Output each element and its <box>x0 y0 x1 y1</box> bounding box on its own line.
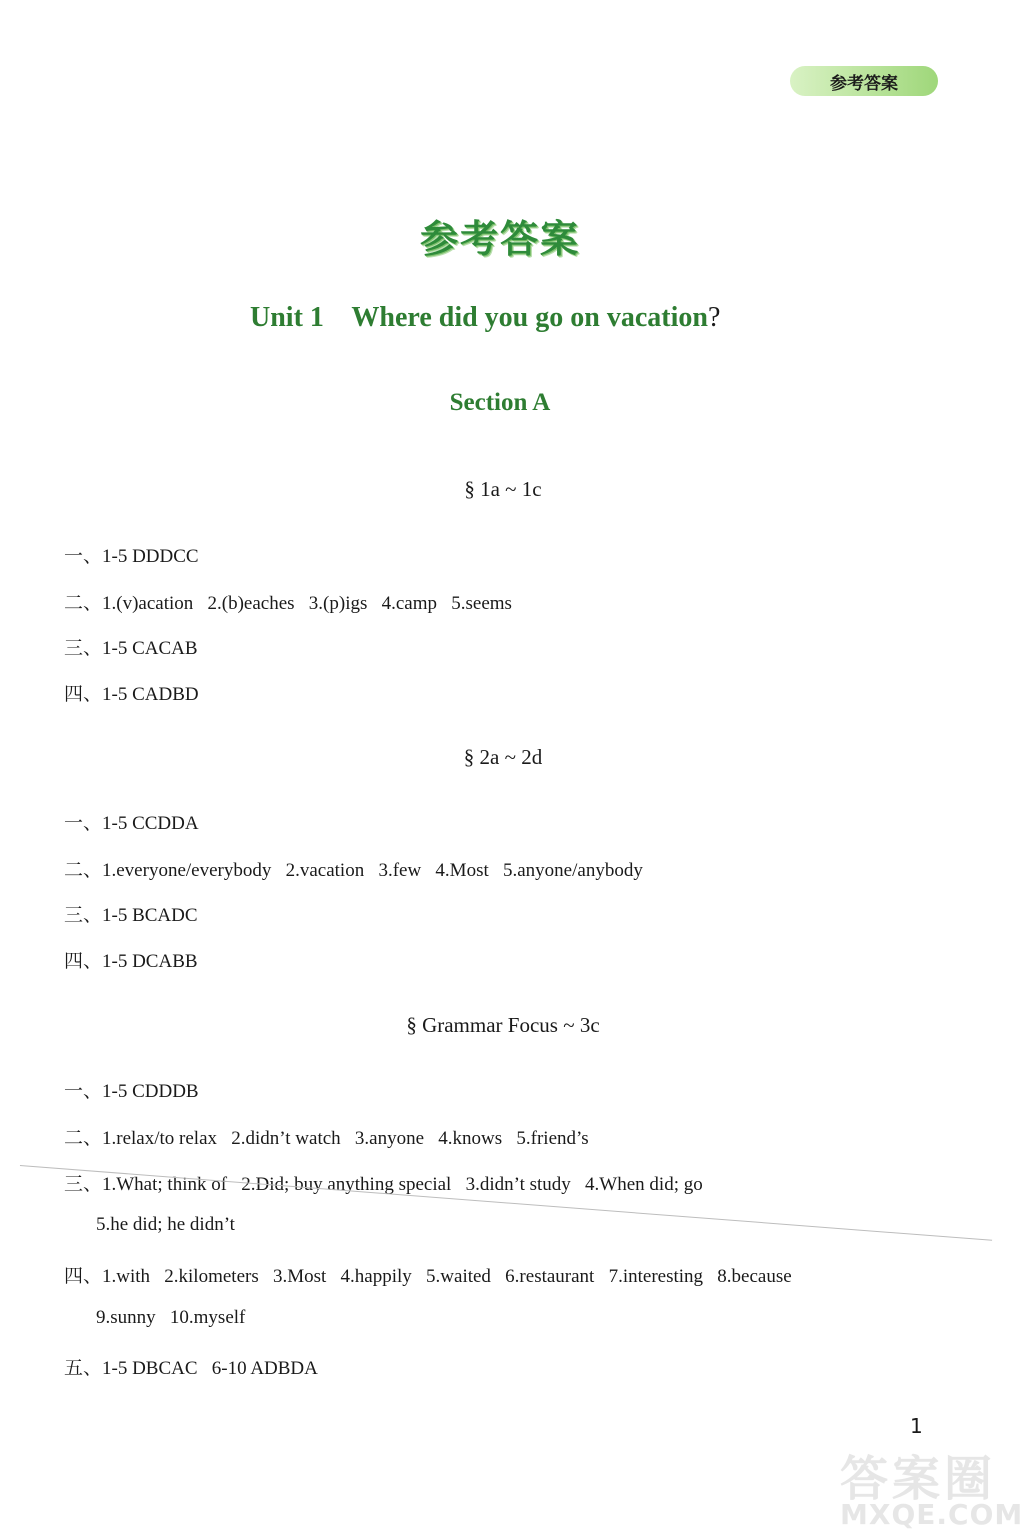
answer-line-continuation: 5.he did; he didn’t <box>96 1214 235 1235</box>
answer-line: 三、1-5 CACAB <box>64 638 198 659</box>
unit-title <box>250 302 720 334</box>
unit-label: Unit 1 <box>250 302 324 333</box>
section-title: Section A <box>449 389 551 416</box>
answer-line: 二、1.(v)acation 2.(b)eaches 3.(p)igs 4.camp 5.seems <box>64 593 512 614</box>
page-title: 参考答案 <box>419 217 580 261</box>
answer-line: 二、1.relax/to relax 2.didn’t watch 3.anyone 4.knows 5.friend’s <box>64 1128 589 1149</box>
answer-line: 三、1-5 BCADC <box>64 905 198 926</box>
answer-line: 五、1-5 DBCAC 6-10 ADBDA <box>64 1358 318 1379</box>
answer-line: 四、1.with 2.kilometers 3.Most 4.happily 5.waited 6.restaurant 7.interesting 8.because <box>64 1266 792 1287</box>
subsection-heading: § Grammar Focus ~ 3c <box>406 1013 600 1037</box>
answer-line: 一、1-5 CDDDB <box>64 1081 199 1102</box>
watermark-logo: 答案圈 <box>840 1451 997 1507</box>
answer-line: 四、1-5 DCABB <box>64 951 198 972</box>
answer-line-continuation: 9.sunny 10.myself <box>96 1307 246 1328</box>
answer-line: 二、1.everyone/everybody 2.vacation 3.few 4.Most 5.anyone/anybody <box>64 860 643 881</box>
header-badge: 参考答案 <box>790 66 938 96</box>
answer-line: 一、1-5 DDDCC <box>64 546 199 567</box>
subsection-heading: § 1a ~ 1c <box>464 477 542 501</box>
answer-line: 三、1.What; think of 2.Did; buy anything special 3.didn’t study 4.When did; go <box>64 1174 703 1195</box>
answer-line: 一、1-5 CCDDA <box>64 813 199 834</box>
unit-question-mark: ? <box>707 302 721 333</box>
watermark-url: MXQE.COM <box>840 1498 1024 1531</box>
page-number: 1 <box>910 1414 923 1438</box>
unit-name: Where did you go on vacation <box>351 302 708 333</box>
subsection-heading: § 2a ~ 2d <box>463 745 543 769</box>
answer-line: 四、1-5 CADBD <box>64 684 199 705</box>
